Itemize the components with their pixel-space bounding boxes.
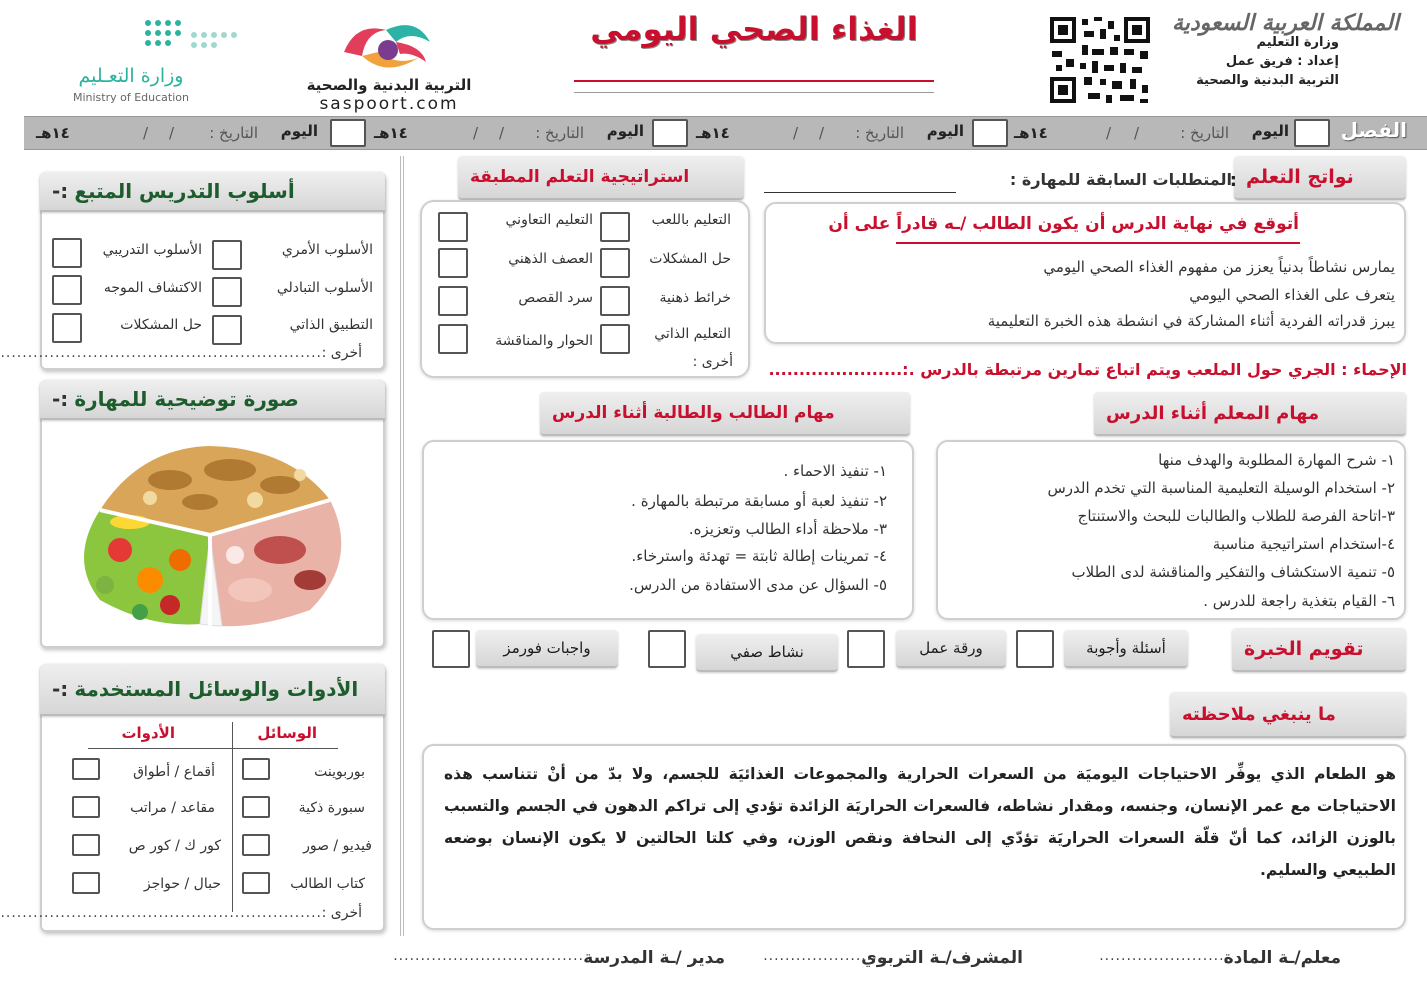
- strategy-r4-box[interactable]: [600, 324, 630, 354]
- date-slash-2a: /: [818, 124, 824, 142]
- eval-option-4: واجبات فورمز: [503, 639, 591, 657]
- column-divider: [400, 156, 404, 936]
- tools-other-label: أخرى :: [321, 905, 362, 921]
- evaluation-title: تقويم الخبرة: [1244, 638, 1364, 660]
- picture-suffix: :-: [52, 387, 69, 411]
- day-box-3[interactable]: [652, 119, 688, 147]
- date-slash-4a: /: [168, 124, 174, 142]
- outcome-2: يتعرف على الغذاء الصحي اليومي: [1189, 286, 1395, 304]
- date-slash-4b: /: [142, 124, 148, 142]
- strategy-other: أخرى :: [692, 354, 733, 370]
- date-slash-3a: /: [498, 124, 504, 142]
- title-underline-thin: [574, 92, 934, 93]
- strategy-r1: التعليم باللعب: [651, 212, 731, 228]
- prereq-blank-line[interactable]: [764, 192, 956, 193]
- outcome-3: يبرز قدراته الفردية أثناء المشاركة في انشطة هذه الخبرة التعليمية: [987, 312, 1395, 330]
- day-label-1: اليوم: [1251, 122, 1289, 140]
- means-2-box[interactable]: [242, 796, 270, 818]
- tools-4: حبال / حواجز: [143, 876, 221, 892]
- teacher-task-3: ٣-اتاحة الفرصة للطلاب والطالبات للبحث والاستنتاج: [1077, 507, 1395, 525]
- moe-dots-icon: [138, 15, 288, 55]
- teaching-other-dots: ...........................................................: [0, 345, 322, 361]
- tools-1: أقماع / أطواق: [133, 764, 215, 780]
- eval-option-1-box[interactable]: [1016, 630, 1054, 668]
- strategy-r2-box[interactable]: [600, 248, 630, 278]
- notes-title: ما ينبغي ملاحظته: [1182, 703, 1336, 725]
- student-task-1: ١- تنفيذ الاحماء .: [783, 462, 887, 480]
- teaching-l2-box[interactable]: [52, 275, 82, 305]
- eval-option-1-tab: [1064, 630, 1188, 668]
- date-label-1: التاريخ :: [1180, 124, 1229, 142]
- prepared-by: إعداد : فريق عمل: [1225, 54, 1339, 69]
- eval-option-3-tab: [696, 634, 838, 672]
- means-3-box[interactable]: [242, 834, 270, 856]
- tools-3: كور ك / كور ص: [128, 838, 221, 854]
- picture-title: صورة توضيحية للمهارة: [74, 387, 299, 411]
- teaching-l1-box[interactable]: [52, 238, 82, 268]
- student-task-3: ٣- ملاحظة أداء الطالب وتعزيزه.: [688, 520, 887, 538]
- eval-option-4-tab: [476, 630, 618, 668]
- teacher-task-5: ٥- تنمية الاستكشاف والتفكير والمناقشة لدى الطلاب: [1071, 563, 1395, 581]
- date-group-2: [764, 120, 964, 146]
- moe-name-ar: وزارة التعـليم: [78, 65, 184, 87]
- food-plate-image: [60, 440, 360, 630]
- strategy-r4: التعليم الذاتي: [654, 326, 731, 342]
- means-2: سبورة ذكية: [298, 800, 365, 816]
- teaching-l2: الاكتشاف الموجه: [103, 280, 202, 296]
- eval-option-2-tab: [896, 630, 1006, 668]
- footer-principal-dots[interactable]: ...................................: [393, 948, 584, 964]
- strategy-r1-box[interactable]: [600, 212, 630, 242]
- student-tasks-title: مهام الطالب والطالبة أثناء الدرس: [552, 403, 835, 423]
- teacher-task-4: ٤-استخدام استراتيجية مناسبة: [1212, 535, 1395, 553]
- footer-teacher-dots[interactable]: ........................: [1099, 948, 1230, 964]
- title-underline: [574, 80, 934, 82]
- teaching-style-tab: [40, 172, 385, 212]
- class-box[interactable]: [1294, 119, 1330, 147]
- class-label: الفصل: [1340, 118, 1407, 142]
- date-label-2: التاريخ :: [855, 124, 904, 142]
- outcomes-tab: [1234, 156, 1406, 200]
- moe-name-en: Ministry of Education: [72, 91, 189, 104]
- prereq-label: المتطلبات السابقة للمهارة :: [1009, 170, 1232, 189]
- teaching-r2-box[interactable]: [212, 277, 242, 307]
- student-task-2: ٢- تنفيذ لعبة أو مسابقة مرتبطة بالمهارة .: [631, 492, 887, 510]
- eval-option-2-box[interactable]: [847, 630, 885, 668]
- tools-2: مقاعد / مراتب: [130, 800, 215, 816]
- student-task-5: ٥- السؤال عن مدى الاستفادة من الدرس.: [629, 576, 887, 594]
- date-slash-3b: /: [472, 124, 478, 142]
- strategy-l3-box[interactable]: [438, 286, 468, 316]
- student-task-4: ٤- تمرينات إطالة ثابتة = تهدئة واسترخاء.: [631, 547, 887, 565]
- notes-text: هو الطعام الذي يوفِّر الاحتياجات اليوميَة من السعرات الحرارية والمجموعات الغذائيَة للجسم، ولا بدّ من أنْ تتناسب هذه الاحتياجات مع عمر الإنسان، وجنسه، ومقدار نشاطه، فالسعرات الحراريَة الزائدة تؤدي إلى تراكم الدهون في الجسم والتسبب بالوزن الزائد، كما أنّ قلّة السعرات الحراريَة تؤدّي إلى النحافة ونقص الوزن، وفي كلتا الحالتين لا يكون الإنسان بوضعه الطبيعي والسليم.: [444, 765, 1396, 879]
- strategy-r3-box[interactable]: [600, 286, 630, 316]
- tools-other-dots: ...........................................................: [0, 905, 322, 921]
- tools-suffix: :-: [52, 677, 69, 701]
- date-slash-1a: /: [1133, 124, 1139, 142]
- student-tasks-tab: [540, 392, 910, 436]
- eval-option-1: أسئلة وأجوبة: [1086, 639, 1166, 657]
- ministry-label: وزارة التعليم: [1256, 35, 1339, 50]
- year-label-3: ١٤هـ: [374, 124, 408, 142]
- strategy-r3: خرائط ذهنية: [659, 290, 731, 306]
- year-label-4: ١٤هـ: [36, 124, 70, 142]
- teacher-tasks-tab: [1094, 392, 1406, 436]
- tools-tab: [40, 664, 385, 716]
- tools-1-box[interactable]: [72, 758, 100, 780]
- picture-tab: [40, 380, 385, 420]
- footer-teacher: معلم/ـة المادة: [1223, 948, 1341, 968]
- brand-name: التربية البدنية والصحية: [306, 76, 472, 94]
- teaching-style-title: أسلوب التدريس المتبع: [74, 179, 295, 203]
- teacher-task-1: ١- شرح المهارة المطلوبة والهدف منها: [1158, 451, 1395, 469]
- department-label: التربية البدنية والصحية: [1196, 73, 1339, 88]
- means-1: بوربوينت: [314, 764, 365, 780]
- brand-site: saspoort.com: [319, 94, 459, 114]
- teaching-r3: التطبيق الذاتي: [289, 317, 373, 333]
- year-label-2: ١٤هـ: [696, 124, 730, 142]
- teacher-tasks-title: مهام المعلم أثناء الدرس: [1106, 402, 1320, 424]
- kingdom-calligraphy: المملكة العربية السعودية: [1171, 10, 1399, 36]
- date-group-1: [1074, 120, 1289, 146]
- eval-option-4-box[interactable]: [432, 630, 470, 668]
- notes-tab: [1170, 692, 1406, 738]
- strategy-l1: التعليم التعاوني: [505, 212, 593, 228]
- year-label-1: ١٤هـ: [1014, 124, 1048, 142]
- qr-code: [1048, 15, 1152, 105]
- expect-underline: [896, 242, 1300, 244]
- date-group-4: [104, 120, 324, 146]
- teacher-task-6: ٦- القيام بتغذية راجعة للدرس .: [1203, 592, 1395, 610]
- strategies-tab-title: استراتيجية التعلم المطبقة: [470, 167, 690, 187]
- footer-supervisor: المشرف/ـة التربوي: [861, 948, 1023, 968]
- day-box-2[interactable]: [972, 119, 1008, 147]
- eval-option-3: نشاط صفي: [730, 643, 804, 661]
- date-slash-2b: /: [792, 124, 798, 142]
- teaching-r1-box[interactable]: [212, 240, 242, 270]
- strategies-tab: [458, 156, 744, 200]
- date-group-3: [444, 120, 644, 146]
- teaching-r1: الأسلوب الأمري: [281, 242, 373, 258]
- tools-title: الأدوات والوسائل المستخدمة: [74, 677, 359, 701]
- date-label-3: التاريخ :: [535, 124, 584, 142]
- strategy-l2-box[interactable]: [438, 248, 468, 278]
- outcomes-colon: :: [1229, 170, 1237, 191]
- tools-4-box[interactable]: [72, 872, 100, 894]
- evaluation-tab: [1232, 628, 1406, 672]
- means-4-box[interactable]: [242, 872, 270, 894]
- teaching-l3: حل المشكلات: [120, 317, 202, 333]
- strategy-l4-box[interactable]: [438, 324, 468, 354]
- teaching-l3-box[interactable]: [52, 313, 82, 343]
- strategy-l4: الحوار والمناقشة: [495, 333, 593, 349]
- warmup-line: الإحماء : الجري حول الملعب ويتم اتباع تمارين مرتبطة بالدرس .:......................: [768, 360, 1407, 379]
- brand-emblem-icon: [326, 12, 446, 80]
- brand-logo: [274, 12, 504, 112]
- day-label-3: اليوم: [606, 122, 644, 140]
- teaching-r2: الأسلوب التبادلي: [276, 280, 373, 296]
- means-4: كتاب الطالب: [290, 876, 365, 892]
- strategy-l3: سرد القصص: [518, 290, 593, 306]
- page-title: الغذاء الصحي اليومي: [590, 10, 918, 48]
- date-slash-1b: /: [1105, 124, 1111, 142]
- strategy-l2: العصف الذهني: [508, 251, 593, 267]
- means-3: فيديو / صور: [303, 838, 372, 854]
- footer-supervisor-dots[interactable]: ........................: [763, 948, 894, 964]
- col-tools-header: الأدوات: [121, 724, 175, 742]
- day-label-2: اليوم: [926, 122, 964, 140]
- outcome-1: يمارس نشاطاً بدنياً يعزز من مفهوم الغذاء الصحي اليومي: [1043, 258, 1395, 276]
- tools-3-box[interactable]: [72, 834, 100, 856]
- strategy-r2: حل المشكلات: [649, 251, 731, 267]
- col-means-header: الوسائل: [257, 724, 317, 742]
- footer-principal: مدير /ـة المدرسة: [583, 948, 725, 968]
- day-box-4[interactable]: [330, 119, 366, 147]
- moe-logo: [46, 15, 216, 110]
- eval-option-3-box[interactable]: [648, 630, 686, 668]
- teaching-l1: الأسلوب التدريبي: [102, 242, 202, 258]
- teacher-task-2: ٢- استخدام الوسيلة التعليمية المناسبة التي تخدم الدرس: [1047, 479, 1395, 497]
- tools-2-box[interactable]: [72, 796, 100, 818]
- eval-option-2: ورقة عمل: [919, 639, 983, 657]
- teaching-style-suffix: :-: [52, 179, 69, 203]
- strategy-l1-box[interactable]: [438, 212, 468, 242]
- teaching-other-label: أخرى :: [321, 345, 362, 361]
- tools-vertical-line: [232, 722, 233, 912]
- means-1-box[interactable]: [242, 758, 270, 780]
- day-label-4: اليوم: [280, 122, 318, 140]
- outcomes-expect: أتوقع في نهاية الدرس أن يكون الطالب /ـه قادراً على أن: [828, 214, 1299, 234]
- teaching-r3-box[interactable]: [212, 315, 242, 345]
- outcomes-tab-title: نواتج التعلم: [1246, 166, 1354, 188]
- tools-header-line: [88, 748, 338, 749]
- date-label-4: التاريخ :: [209, 124, 258, 142]
- ministry-header: [1169, 10, 1399, 90]
